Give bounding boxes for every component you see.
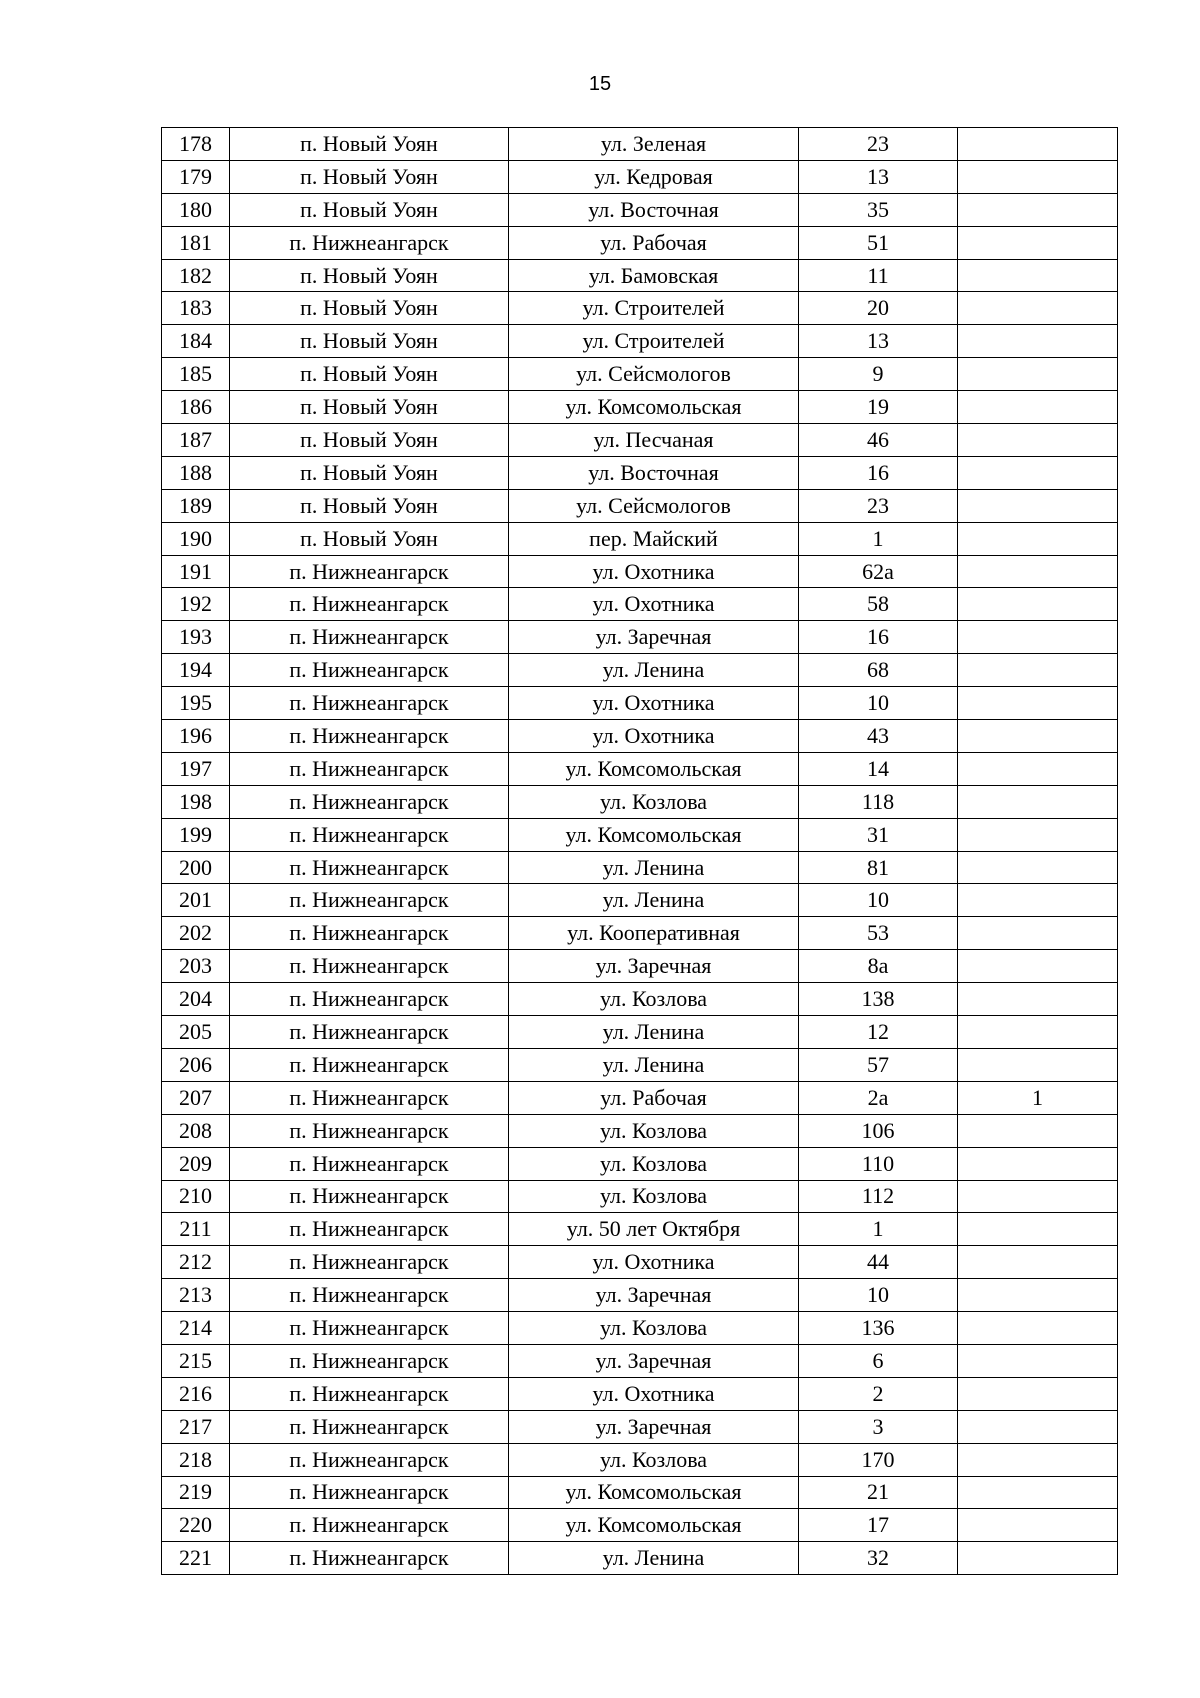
house-number-cell: 106 [799,1114,958,1147]
row-number-cell: 201 [162,884,230,917]
extra-cell [958,1147,1118,1180]
table-row [162,128,1118,161]
street-cell: ул. Ленина [509,851,799,884]
address-table-body [162,128,1118,1575]
table-row [162,884,1118,917]
row-number-cell: 216 [162,1377,230,1410]
settlement-cell: п. Нижнеангарск [230,884,509,917]
row-number-cell: 199 [162,818,230,851]
table-row [162,1476,1118,1509]
table-row [162,456,1118,489]
row-number-cell: 206 [162,1048,230,1081]
extra-cell [958,522,1118,555]
street-cell: ул. Ленина [509,1542,799,1575]
street-cell: ул. Козлова [509,1443,799,1476]
table-row [162,292,1118,325]
settlement-cell: п. Нижнеангарск [230,1542,509,1575]
settlement-cell: п. Нижнеангарск [230,720,509,753]
settlement-cell: п. Нижнеангарск [230,851,509,884]
street-cell: ул. Восточная [509,193,799,226]
house-number-cell: 13 [799,325,958,358]
settlement-cell: п. Нижнеангарск [230,1377,509,1410]
house-number-cell: 118 [799,785,958,818]
house-number-cell: 10 [799,884,958,917]
table-row [162,818,1118,851]
row-number-cell: 210 [162,1180,230,1213]
extra-cell [958,1443,1118,1476]
table-row [162,555,1118,588]
table-row [162,522,1118,555]
row-number-cell: 179 [162,160,230,193]
table-row [162,1344,1118,1377]
settlement-cell: п. Нижнеангарск [230,1081,509,1114]
settlement-cell: п. Нижнеангарск [230,1213,509,1246]
row-number-cell: 196 [162,720,230,753]
extra-cell [958,1114,1118,1147]
settlement-cell: п. Нижнеангарск [230,1114,509,1147]
street-cell: ул. 50 лет Октября [509,1213,799,1246]
extra-cell [958,1312,1118,1345]
row-number-cell: 217 [162,1410,230,1443]
table-row [162,1542,1118,1575]
house-number-cell: 19 [799,391,958,424]
settlement-cell: п. Нижнеангарск [230,621,509,654]
row-number-cell: 191 [162,555,230,588]
settlement-cell: п. Нижнеангарск [230,1048,509,1081]
settlement-cell: п. Нижнеангарск [230,1016,509,1049]
table-row [162,917,1118,950]
street-cell: ул. Ленина [509,1048,799,1081]
settlement-cell: п. Нижнеангарск [230,1246,509,1279]
house-number-cell: 68 [799,654,958,687]
extra-cell [958,391,1118,424]
house-number-cell: 136 [799,1312,958,1345]
row-number-cell: 214 [162,1312,230,1345]
extra-cell [958,1279,1118,1312]
extra-cell [958,851,1118,884]
table-row [162,325,1118,358]
street-cell: ул. Заречная [509,1410,799,1443]
settlement-cell: п. Нижнеангарск [230,226,509,259]
street-cell: ул. Заречная [509,1279,799,1312]
house-number-cell: 51 [799,226,958,259]
row-number-cell: 220 [162,1509,230,1542]
settlement-cell: п. Нижнеангарск [230,1509,509,1542]
house-number-cell: 46 [799,424,958,457]
row-number-cell: 182 [162,259,230,292]
row-number-cell: 185 [162,358,230,391]
extra-cell [958,292,1118,325]
settlement-cell: п. Новый Уоян [230,522,509,555]
table-row [162,950,1118,983]
table-row [162,424,1118,457]
row-number-cell: 221 [162,1542,230,1575]
extra-cell [958,720,1118,753]
street-cell: ул. Козлова [509,1312,799,1345]
row-number-cell: 203 [162,950,230,983]
extra-cell [958,1246,1118,1279]
street-cell: ул. Ленина [509,654,799,687]
extra-cell [958,884,1118,917]
table-row [162,1081,1118,1114]
row-number-cell: 209 [162,1147,230,1180]
row-number-cell: 194 [162,654,230,687]
row-number-cell: 180 [162,193,230,226]
table-row [162,1016,1118,1049]
house-number-cell: 138 [799,983,958,1016]
house-number-cell: 10 [799,1279,958,1312]
table-row [162,654,1118,687]
row-number-cell: 213 [162,1279,230,1312]
street-cell: пер. Майский [509,522,799,555]
settlement-cell: п. Нижнеангарск [230,752,509,785]
house-number-cell: 62а [799,555,958,588]
table-row [162,1509,1118,1542]
house-number-cell: 81 [799,851,958,884]
house-number-cell: 8а [799,950,958,983]
settlement-cell: п. Новый Уоян [230,259,509,292]
extra-cell [958,128,1118,161]
house-number-cell: 9 [799,358,958,391]
row-number-cell: 192 [162,588,230,621]
settlement-cell: п. Нижнеангарск [230,1180,509,1213]
street-cell: ул. Охотника [509,588,799,621]
table-row [162,1213,1118,1246]
street-cell: ул. Комсомольская [509,1476,799,1509]
row-number-cell: 189 [162,489,230,522]
house-number-cell: 17 [799,1509,958,1542]
extra-cell [958,1476,1118,1509]
extra-cell [958,193,1118,226]
settlement-cell: п. Нижнеангарск [230,555,509,588]
row-number-cell: 207 [162,1081,230,1114]
settlement-cell: п. Нижнеангарск [230,687,509,720]
extra-cell [958,424,1118,457]
extra-cell [958,325,1118,358]
table-row [162,1279,1118,1312]
street-cell: ул. Восточная [509,456,799,489]
street-cell: ул. Бамовская [509,259,799,292]
house-number-cell: 170 [799,1443,958,1476]
settlement-cell: п. Нижнеангарск [230,1344,509,1377]
extra-cell [958,358,1118,391]
extra-cell [958,588,1118,621]
table-row [162,1180,1118,1213]
table-row [162,1246,1118,1279]
table-row [162,193,1118,226]
table-row [162,259,1118,292]
row-number-cell: 197 [162,752,230,785]
settlement-cell: п. Новый Уоян [230,160,509,193]
row-number-cell: 181 [162,226,230,259]
street-cell: ул. Комсомольская [509,1509,799,1542]
extra-cell [958,687,1118,720]
row-number-cell: 195 [162,687,230,720]
row-number-cell: 184 [162,325,230,358]
extra-cell [958,489,1118,522]
extra-cell [958,1410,1118,1443]
street-cell: ул. Охотника [509,1377,799,1410]
extra-cell [958,950,1118,983]
row-number-cell: 200 [162,851,230,884]
street-cell: ул. Кооперативная [509,917,799,950]
extra-cell [958,818,1118,851]
extra-cell [958,160,1118,193]
row-number-cell: 188 [162,456,230,489]
street-cell: ул. Рабочая [509,226,799,259]
settlement-cell: п. Нижнеангарск [230,1312,509,1345]
row-number-cell: 211 [162,1213,230,1246]
settlement-cell: п. Нижнеангарск [230,950,509,983]
settlement-cell: п. Новый Уоян [230,456,509,489]
extra-cell [958,983,1118,1016]
table-row [162,1312,1118,1345]
row-number-cell: 178 [162,128,230,161]
extra-cell [958,1344,1118,1377]
extra-cell [958,1213,1118,1246]
table-row [162,851,1118,884]
house-number-cell: 35 [799,193,958,226]
street-cell: ул. Охотника [509,555,799,588]
row-number-cell: 215 [162,1344,230,1377]
row-number-cell: 219 [162,1476,230,1509]
street-cell: ул. Строителей [509,325,799,358]
house-number-cell: 32 [799,1542,958,1575]
row-number-cell: 183 [162,292,230,325]
street-cell: ул. Козлова [509,1147,799,1180]
settlement-cell: п. Новый Уоян [230,128,509,161]
street-cell: ул. Охотника [509,1246,799,1279]
street-cell: ул. Зеленая [509,128,799,161]
table-row [162,391,1118,424]
street-cell: ул. Рабочая [509,1081,799,1114]
table-row [162,1410,1118,1443]
row-number-cell: 202 [162,917,230,950]
settlement-cell: п. Нижнеангарск [230,917,509,950]
settlement-cell: п. Новый Уоян [230,325,509,358]
extra-cell [958,1509,1118,1542]
house-number-cell: 20 [799,292,958,325]
settlement-cell: п. Новый Уоян [230,424,509,457]
house-number-cell: 3 [799,1410,958,1443]
table-row [162,160,1118,193]
settlement-cell: п. Нижнеангарск [230,1443,509,1476]
settlement-cell: п. Нижнеангарск [230,1410,509,1443]
table-row [162,226,1118,259]
row-number-cell: 208 [162,1114,230,1147]
table-row [162,1377,1118,1410]
table-row [162,358,1118,391]
street-cell: ул. Козлова [509,1114,799,1147]
address-table [161,127,1118,1575]
extra-cell [958,1180,1118,1213]
page-number: 15 [588,73,612,95]
street-cell: ул. Охотника [509,720,799,753]
settlement-cell: п. Нижнеангарск [230,983,509,1016]
row-number-cell: 193 [162,621,230,654]
table-row [162,588,1118,621]
extra-cell [958,752,1118,785]
house-number-cell: 43 [799,720,958,753]
settlement-cell: п. Нижнеангарск [230,588,509,621]
table-row [162,621,1118,654]
street-cell: ул. Козлова [509,785,799,818]
street-cell: ул. Строителей [509,292,799,325]
house-number-cell: 112 [799,1180,958,1213]
extra-cell [958,555,1118,588]
settlement-cell: п. Новый Уоян [230,193,509,226]
table-row [162,687,1118,720]
settlement-cell: п. Нижнеангарск [230,1476,509,1509]
house-number-cell: 23 [799,128,958,161]
house-number-cell: 16 [799,456,958,489]
house-number-cell: 110 [799,1147,958,1180]
table-row [162,489,1118,522]
table-row [162,752,1118,785]
street-cell: ул. Ленина [509,884,799,917]
row-number-cell: 190 [162,522,230,555]
row-number-cell: 218 [162,1443,230,1476]
settlement-cell: п. Новый Уоян [230,358,509,391]
extra-cell [958,654,1118,687]
extra-cell [958,917,1118,950]
house-number-cell: 21 [799,1476,958,1509]
street-cell: ул. Заречная [509,621,799,654]
house-number-cell: 53 [799,917,958,950]
settlement-cell: п. Нижнеангарск [230,654,509,687]
settlement-cell: п. Новый Уоян [230,292,509,325]
table-row [162,785,1118,818]
house-number-cell: 12 [799,1016,958,1049]
house-number-cell: 57 [799,1048,958,1081]
row-number-cell: 187 [162,424,230,457]
row-number-cell: 212 [162,1246,230,1279]
extra-cell [958,1048,1118,1081]
row-number-cell: 198 [162,785,230,818]
house-number-cell: 1 [799,1213,958,1246]
extra-cell [958,1542,1118,1575]
house-number-cell: 11 [799,259,958,292]
table-row [162,1114,1118,1147]
house-number-cell: 10 [799,687,958,720]
settlement-cell: п. Нижнеангарск [230,818,509,851]
street-cell: ул. Козлова [509,983,799,1016]
extra-cell [958,1016,1118,1049]
table-row [162,1443,1118,1476]
street-cell: ул. Сейсмологов [509,489,799,522]
settlement-cell: п. Нижнеангарск [230,785,509,818]
settlement-cell: п. Нижнеангарск [230,1147,509,1180]
house-number-cell: 31 [799,818,958,851]
extra-cell [958,456,1118,489]
table-row [162,1048,1118,1081]
extra-cell: 1 [958,1081,1118,1114]
house-number-cell: 44 [799,1246,958,1279]
street-cell: ул. Комсомольская [509,818,799,851]
street-cell: ул. Охотника [509,687,799,720]
street-cell: ул. Комсомольская [509,391,799,424]
street-cell: ул. Песчаная [509,424,799,457]
street-cell: ул. Комсомольская [509,752,799,785]
settlement-cell: п. Новый Уоян [230,489,509,522]
house-number-cell: 23 [799,489,958,522]
row-number-cell: 186 [162,391,230,424]
extra-cell [958,621,1118,654]
house-number-cell: 58 [799,588,958,621]
settlement-cell: п. Нижнеангарск [230,1279,509,1312]
street-cell: ул. Заречная [509,1344,799,1377]
extra-cell [958,259,1118,292]
house-number-cell: 2а [799,1081,958,1114]
row-number-cell: 205 [162,1016,230,1049]
table-row [162,1147,1118,1180]
extra-cell [958,785,1118,818]
table-row [162,983,1118,1016]
house-number-cell: 14 [799,752,958,785]
house-number-cell: 1 [799,522,958,555]
house-number-cell: 6 [799,1344,958,1377]
settlement-cell: п. Новый Уоян [230,391,509,424]
house-number-cell: 2 [799,1377,958,1410]
table-row [162,720,1118,753]
street-cell: ул. Ленина [509,1016,799,1049]
street-cell: ул. Козлова [509,1180,799,1213]
street-cell: ул. Сейсмологов [509,358,799,391]
street-cell: ул. Заречная [509,950,799,983]
house-number-cell: 16 [799,621,958,654]
row-number-cell: 204 [162,983,230,1016]
street-cell: ул. Кедровая [509,160,799,193]
extra-cell [958,226,1118,259]
extra-cell [958,1377,1118,1410]
house-number-cell: 13 [799,160,958,193]
